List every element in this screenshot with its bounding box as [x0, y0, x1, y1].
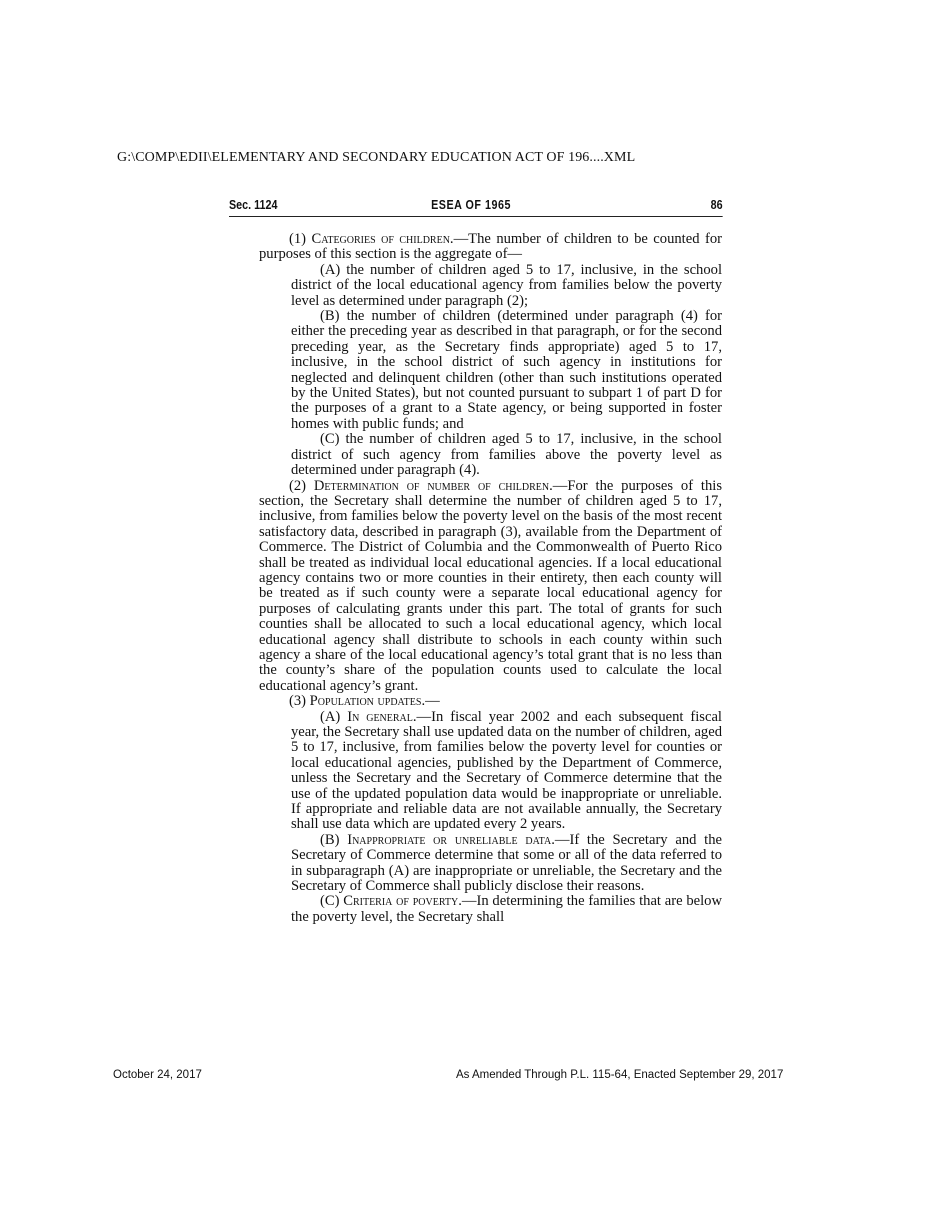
- subparagraph-number: (C): [320, 893, 344, 910]
- paragraph-2: [259, 479, 722, 695]
- subparagraph-number: (A): [320, 708, 348, 725]
- paragraph-number: (2): [289, 477, 314, 494]
- subparagraph-3b: [291, 833, 722, 895]
- paragraph-1: [259, 232, 722, 263]
- subparagraph-3c: [291, 894, 722, 925]
- paragraph-3: [259, 694, 722, 709]
- section-number: Sec. 1124: [229, 198, 278, 212]
- paragraph-text: —: [425, 693, 440, 710]
- statute-body: [259, 232, 722, 925]
- paragraph-text: —For the purposes of this section, the Secretary shall determine the number of children aged 5 to 17, inclusive, from families below the poverty level on the basis of the most recent satisfactory data, described in paragraph (3), available from the Department of Commerce. The District of Columbia and the Commonwealth of Puerto Rico shall be treated as individual local educational agencies. If a local educational agency contains two or more counties in their entirety, then each county will be treated as if such county were a separate local educational agency for purposes of calculating grants under this part. The total of grants for such counties shall be allocated to such a local educational agency, which local educational agency shall distribute to schools in each county within such agency a share of the local educational agency’s total grant that is no less than the county’s share of the population counts used to calculate the local educational agency’s grant.: [259, 477, 723, 694]
- footer-date: October 24, 2017: [113, 1069, 202, 1081]
- subparagraph-number: (B): [320, 831, 348, 848]
- paragraph-text: —The number of children to be counted for purposes of this section is the aggregate of—: [259, 231, 722, 263]
- subparagraph-heading: In general.: [347, 708, 417, 725]
- footer-amended-note: As Amended Through P.L. 115-64, Enacted September 29, 2017: [456, 1069, 784, 1081]
- subparagraph-1b: (B) the number of children (determined under paragraph (4) for either the preceding year as described in that paragraph, or for the second preceding year, as the Secretary finds appropriate) aged 5 to 17, inclusive, in the school district of such agency in institutions for neglected and delinquent children (other than such institutions operated by the United States), but not counted pursuant to subpart 1 of part D for the purposes of a grant to a State agency, or being supported in foster homes with public funds; and: [291, 308, 722, 432]
- subparagraph-heading: Inappropriate or unreliable data.: [347, 831, 555, 848]
- running-header: [229, 198, 723, 217]
- paragraph-heading: Determination of number of children.: [313, 477, 553, 494]
- subparagraph-text: —In fiscal year 2002 and each subsequent fiscal year, the Secretary shall use updated data on the number of children, aged 5 to 17, inclusive, from families below the poverty level for counties or local educational agencies, published by the Department of Commerce, unless the Secretary and the Secretary of Commerce determine that the use of the updated population data would be inappropriate or unreliable. If appropriate and reliable data are not available annually, the Secretary shall use data which are updated every 2 years.: [291, 708, 722, 833]
- act-title: ESEA OF 1965: [431, 198, 511, 212]
- file-path: G:\COMP\EDII\ELEMENTARY AND SECONDARY EDUCATION ACT OF 196....XML: [117, 150, 636, 165]
- page-number: 86: [710, 198, 723, 212]
- subparagraph-text: —In determining the families that are below the poverty level, the Secretary shall: [291, 893, 722, 925]
- subparagraph-3a: [291, 710, 722, 833]
- paragraph-number: (3): [289, 693, 310, 710]
- paragraph-heading: Population updates.: [309, 693, 426, 710]
- subparagraph-heading: Criteria of poverty.: [343, 893, 462, 910]
- subparagraph-1a: (A) the number of children aged 5 to 17, inclusive, in the school district of the local educational agency from families below the poverty level as determined under paragraph (2);: [291, 261, 722, 309]
- subparagraph-text: —If the Secretary and the Secretary of Commerce determine that some or all of the data referred to in subparagraph (A) are inappropriate or unreliable, the Secretary and the Secretary of Commerce shall publicly disclose their reasons.: [291, 831, 723, 895]
- paragraph-heading: Categories of children.: [311, 231, 454, 247]
- subparagraph-1c: (C) the number of children aged 5 to 17, inclusive, in the school district of such agency from families above the poverty level as determined under paragraph (4).: [291, 431, 722, 479]
- paragraph-number: (1): [289, 231, 312, 247]
